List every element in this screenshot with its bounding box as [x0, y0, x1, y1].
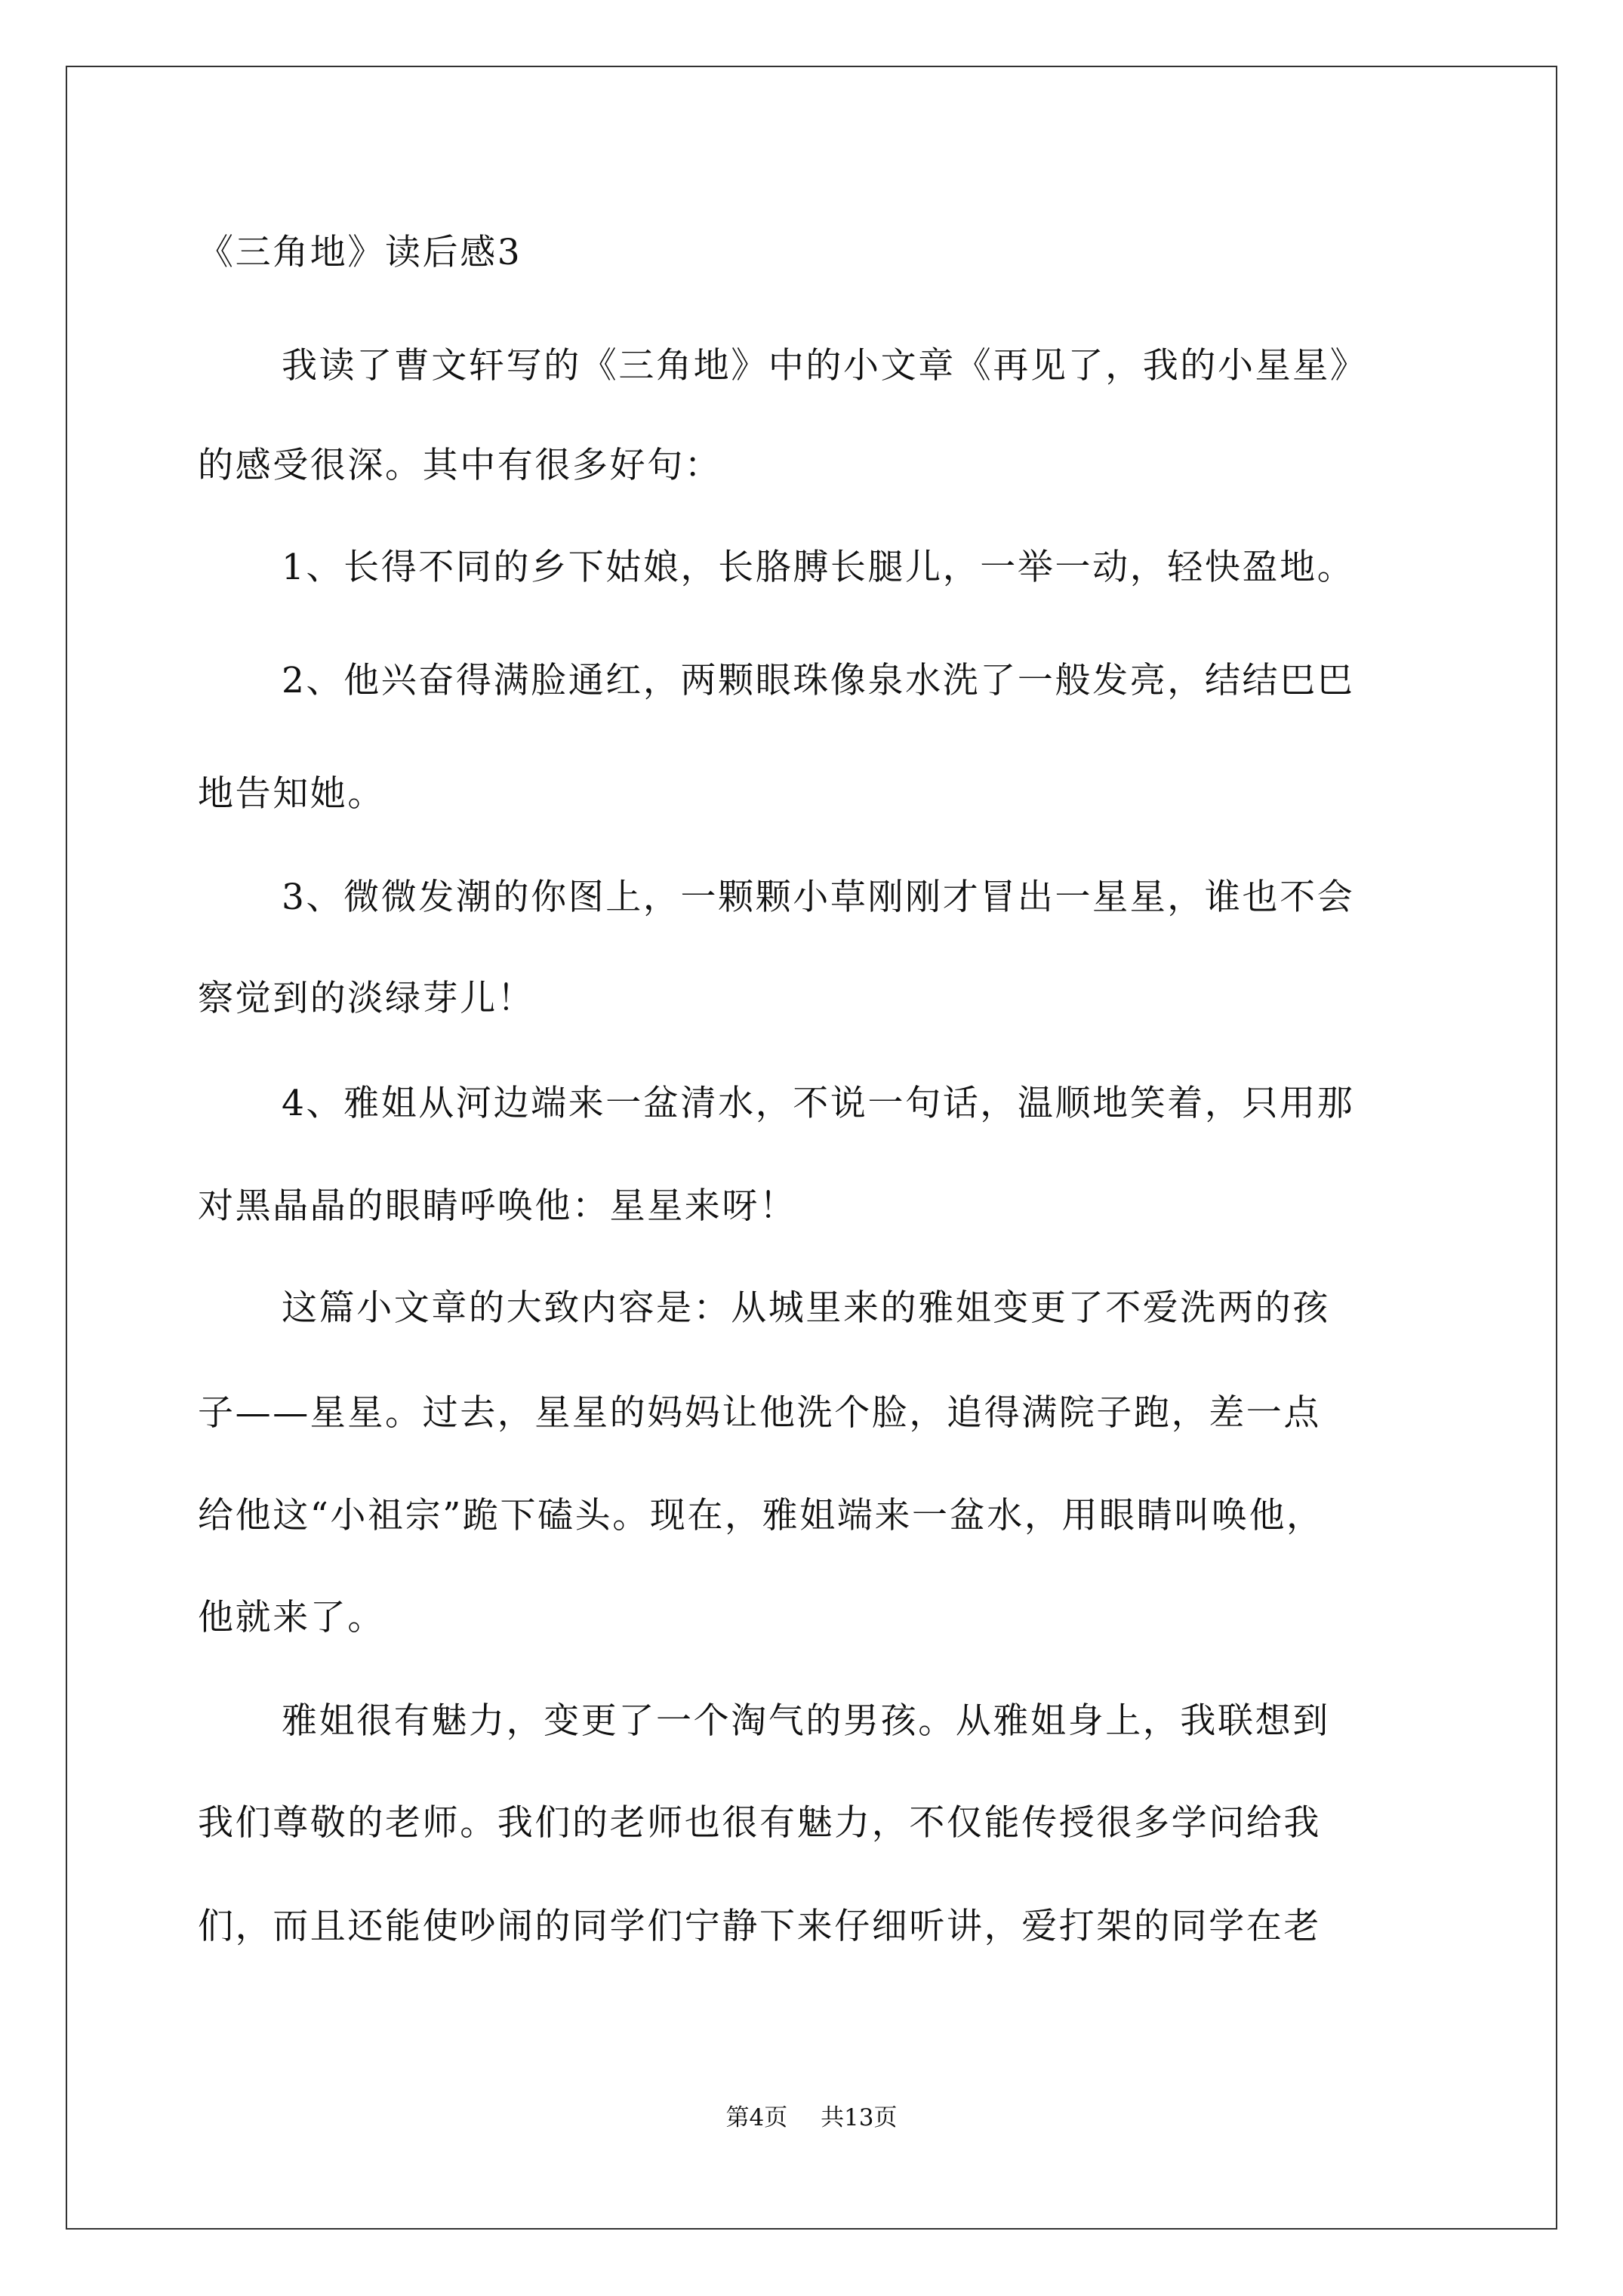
paragraph-line: 地告知她。: [198, 773, 385, 815]
page-number-total: 共13页: [821, 2104, 898, 2131]
paragraph-line: 察觉到的淡绿芽儿！: [198, 978, 535, 1019]
paragraph-line: 我们尊敬的老师。我们的老师也很有魅力，不仅能传授很多学问给我: [198, 1802, 1321, 1844]
paragraph-line: 我读了曹文轩写的《三角地》中的小文章《再见了，我的小星星》: [282, 345, 1368, 387]
page-number-current: 第4页: [725, 2104, 788, 2131]
paragraph-line: 对黑晶晶的眼睛呼唤他：星星来呀！: [198, 1185, 797, 1227]
page-footer: [0, 2103, 1623, 2133]
paragraph-line: 给他这“小祖宗”跪下磕头。现在，雅姐端来一盆水，用眼睛叫唤他，: [198, 1495, 1324, 1536]
paragraph-line: 雅姐很有魅力，变更了一个淘气的男孩。从雅姐身上，我联想到: [282, 1700, 1330, 1742]
paragraph-line: 这篇小文章的大致内容是：从城里来的雅姐变更了不爱洗两的孩: [282, 1287, 1330, 1329]
document-title: 《三角地》读后感3: [198, 232, 522, 273]
paragraph-line: 3、微微发潮的你图上，一颗颗小草刚刚才冒出一星星，谁也不会: [282, 877, 1355, 918]
paragraph-line: 他就来了。: [198, 1597, 385, 1638]
paragraph-line: 4、雅姐从河边端来一盆清水，不说一句话，温顺地笑着，只用那: [282, 1083, 1355, 1124]
paragraph-line: 子——星星。过去，星星的妈妈让他洗个脸，追得满院子跑，差一点: [198, 1392, 1321, 1434]
paragraph-line: 1、长得不同的乡下姑娘，长胳膊长腿儿，一举一动，轻快盈地。: [282, 547, 1355, 588]
paragraph-line: 2、他兴奋得满脸通红，两颗眼珠像泉水洗了一般发亮，结结巴巴: [282, 660, 1355, 701]
paragraph-line: 的感受很深。其中有很多好句：: [198, 445, 722, 486]
paragraph-line: 们，而且还能使吵闹的同学们宁静下来仔细听讲，爱打架的同学在老: [198, 1906, 1321, 1947]
